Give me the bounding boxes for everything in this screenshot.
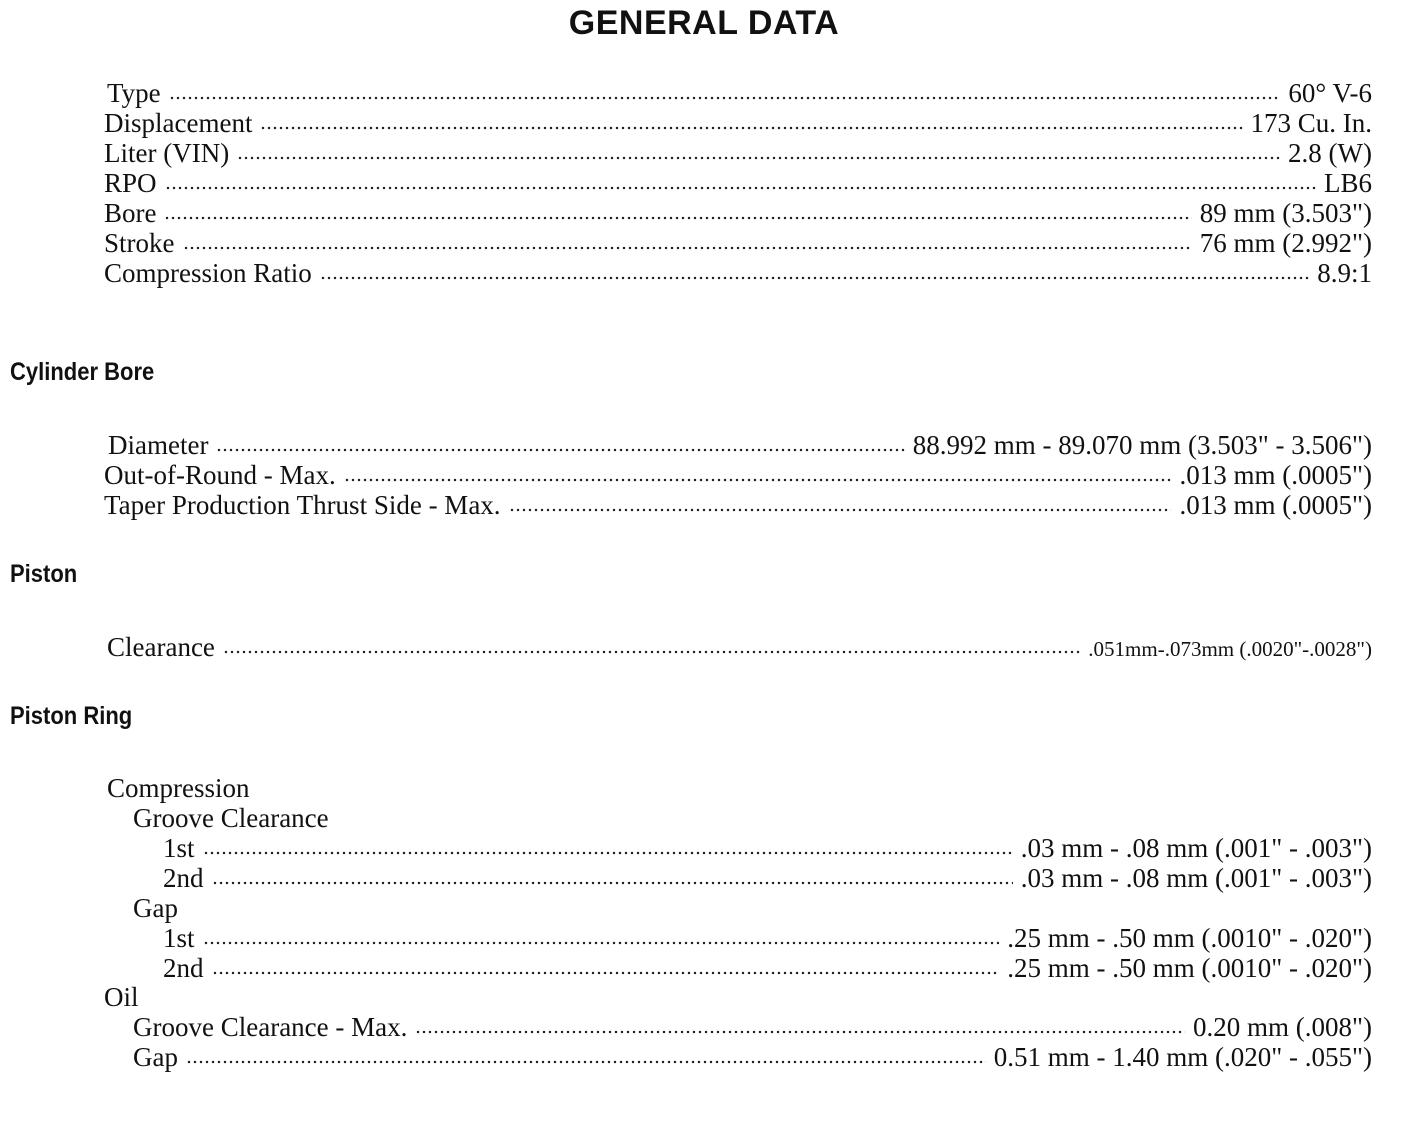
spec-label: Clearance (107, 632, 215, 662)
dot-leader (509, 506, 1172, 514)
spec-label: 1st (163, 833, 195, 863)
spec-row-groove-1st (163, 833, 1372, 863)
spec-value: .051mm-.073mm (.0020"-.0028") (1088, 637, 1372, 661)
subheading-gap: Gap (133, 893, 178, 923)
spec-value: .013 mm (.0005") (1179, 490, 1372, 520)
dot-leader (186, 1058, 986, 1066)
spec-row-clearance (107, 632, 1372, 662)
spec-value: 76 mm (2.992") (1199, 228, 1372, 258)
dot-leader (203, 849, 1013, 857)
subheading-compression: Compression (107, 773, 250, 803)
spec-row-oil-groove (133, 1012, 1372, 1042)
dot-leader (344, 476, 1172, 484)
spec-value: LB6 (1323, 168, 1372, 198)
spec-value: .25 mm - .50 mm (.0010" - .020") (1007, 953, 1372, 983)
spec-value: .25 mm - .50 mm (.0010" - .020") (1007, 923, 1372, 953)
section-heading-piston: Piston (10, 560, 78, 588)
dot-leader (169, 94, 1281, 102)
dot-leader (165, 184, 1316, 192)
spec-row-stroke (104, 228, 1372, 258)
spec-label: Displacement (104, 108, 253, 138)
spec-label: Diameter (108, 430, 209, 460)
spec-value: .013 mm (.0005") (1179, 460, 1372, 490)
spec-value: 0.20 mm (.008") (1192, 1012, 1372, 1042)
dot-leader (212, 969, 1000, 977)
spec-label: Bore (104, 198, 157, 228)
spec-label: RPO (104, 168, 157, 198)
subheading-oil: Oil (104, 982, 139, 1012)
spec-value: 60° V-6 (1288, 78, 1372, 108)
page-title: GENERAL DATA (568, 4, 840, 42)
dot-leader (183, 244, 1192, 252)
spec-label: Type (107, 78, 161, 108)
spec-row-bore (104, 198, 1372, 228)
dot-leader (260, 124, 1242, 132)
spec-row-gap-1st (163, 923, 1372, 953)
dot-leader (216, 446, 904, 454)
spec-label: Compression Ratio (104, 258, 312, 288)
dot-leader (415, 1028, 1185, 1036)
dot-leader (203, 939, 1000, 947)
dot-leader (223, 648, 1080, 656)
spec-label: Taper Production Thrust Side - Max. (104, 490, 501, 520)
subheading-groove-clearance: Groove Clearance (133, 803, 329, 833)
spec-label: Groove Clearance - Max. (133, 1012, 408, 1042)
spec-label: Out-of-Round - Max. (104, 460, 336, 490)
spec-row-displacement (104, 108, 1372, 138)
spec-label: Liter (VIN) (104, 138, 230, 168)
spec-value: .03 mm - .08 mm (.001" - .003") (1020, 833, 1372, 863)
dot-leader (164, 214, 1191, 222)
spec-value: 89 mm (3.503") (1199, 198, 1372, 228)
spec-value: 0.51 mm - 1.40 mm (.020" - .055") (993, 1042, 1372, 1072)
spec-row-liter (104, 138, 1372, 168)
spec-row-groove-2nd (163, 863, 1372, 893)
spec-row-diameter (108, 430, 1372, 460)
section-heading-cylinder-bore: Cylinder Bore (10, 358, 155, 386)
spec-row-type (107, 78, 1372, 108)
spec-row-compression-ratio (104, 258, 1372, 288)
spec-value: 173 Cu. In. (1250, 108, 1372, 138)
spec-value: 2.8 (W) (1288, 138, 1372, 168)
spec-label: Gap (133, 1042, 178, 1072)
spec-label: 2nd (163, 863, 204, 893)
spec-value: .03 mm - .08 mm (.001" - .003") (1020, 863, 1372, 893)
spec-row-taper (104, 490, 1372, 520)
dot-leader (320, 274, 1309, 282)
spec-row-rpo (104, 168, 1372, 198)
dot-leader (237, 154, 1280, 162)
spec-row-gap-2nd (163, 953, 1372, 983)
section-heading-piston-ring: Piston Ring (10, 702, 133, 730)
spec-row-oil-gap (133, 1042, 1372, 1072)
spec-value: 88.992 mm - 89.070 mm (3.503" - 3.506") (912, 430, 1372, 460)
spec-label: Stroke (104, 228, 175, 258)
spec-label: 1st (163, 923, 195, 953)
spec-row-out-of-round (104, 460, 1372, 490)
spec-label: 2nd (163, 953, 204, 983)
dot-leader (212, 879, 1013, 887)
spec-value: 8.9:1 (1317, 258, 1372, 288)
